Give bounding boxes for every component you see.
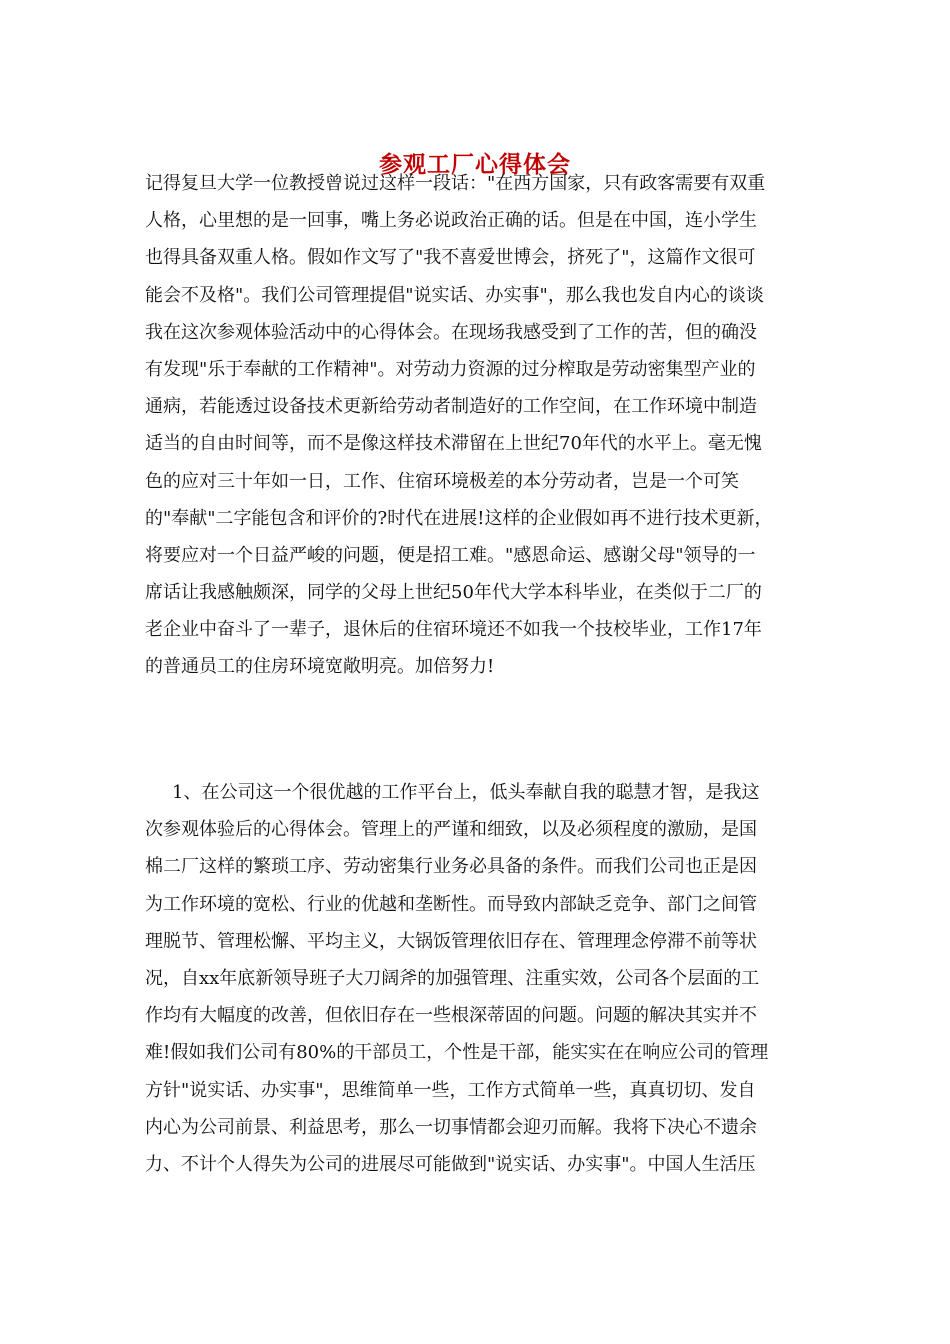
text-line: 记得复旦大学一位教授曾说过这样一段话："在西方国家，只有政客需要有双重 xyxy=(145,173,766,194)
paragraph-2 xyxy=(145,774,805,1183)
text-line: 将要应对一个日益严峻的问题，便是招工难。"感恩命运、感谢父母"领导的一 xyxy=(145,544,756,566)
text-line: 1、在公司这一个很优越的工作平台上，低头奉献自我的聪慧才智，是我这 xyxy=(172,782,760,803)
text-line: 通病，若能透过设备技术更新给劳动者制造好的工作空间，在工作环境中制造 xyxy=(145,396,757,418)
text-line: 作均有大幅度的改善，但依旧存在一些根深蒂固的问题。问题的解决其实并不 xyxy=(145,1005,757,1027)
text-line: 也得具备双重人格。假如作文写了"我不喜爱世博会，挤死了"，这篇作文很可 xyxy=(145,247,756,269)
text-line: 力、不计个人得失为公司的进展尽可能做到"说实话、办实事"。中国人生活压 xyxy=(145,1153,756,1175)
text-line: 次参观体验后的心得体会。管理上的严谨和细致，以及必须程度的激励，是国 xyxy=(145,819,757,841)
text-line: 席话让我感触颇深，同学的父母上世纪50年代大学本科毕业，在类似于二厂的 xyxy=(145,582,762,604)
text-line: 有发现"乐于奉献的工作精神"。对劳动力资源的过分榨取是劳动密集型产业的 xyxy=(145,358,756,380)
text-line: 棉二厂这样的繁琐工序、劳动密集行业务必具备的条件。而我们公司也正是因 xyxy=(145,856,757,878)
paragraph-1 xyxy=(145,165,805,686)
document-title: 参观工厂心得体会 xyxy=(379,151,571,178)
text-line: 适当的自由时间等，而不是像这样技术滞留在上世纪70年代的水平上。毫无愧 xyxy=(145,433,762,455)
text-line: 理脱节、管理松懈、平均主义，大锅饭管理依旧存在、管理理念停滞不前等状 xyxy=(145,930,757,952)
text-line: 人格，心里想的是一回事，嘴上务必说政治正确的话。但是在中国，连小学生 xyxy=(145,210,757,232)
text-line: 况，自xx年底新领导班子大刀阔斧的加强管理、注重实效，公司各个层面的工 xyxy=(145,967,760,989)
text-line: 内心为公司前景、利益思考，那么一切事情都会迎刃而解。我将下决心不遗余 xyxy=(145,1116,757,1138)
text-line: 的普通员工的住房环境宽敞明亮。加倍努力! xyxy=(145,656,495,678)
text-line: 方针"说实话、办实事"，思维简单一些，工作方式简单一些，真真切切、发自 xyxy=(145,1079,756,1101)
text-line: 老企业中奋斗了一辈子，退休后的住宿环境还不如我一个技校毕业，工作17年 xyxy=(145,619,762,641)
text-line: 我在这次参观体验活动中的心得体会。在现场我感受到了工作的苦，但的确没 xyxy=(145,321,757,343)
text-line: 难!假如我们公司有80%的干部员工，个性是干部，能实实在在响应公司的管理 xyxy=(145,1042,769,1064)
text-line: 色的应对三十年如一日，工作、住宿环境极差的本分劳动者，岂是一个可笑 xyxy=(145,470,739,492)
text-line: 为工作环境的宽松、行业的优越和垄断性。而导致内部缺乏竞争、部门之间管 xyxy=(145,893,757,915)
text-line: 能会不及格"。我们公司管理提倡"说实话、办实事"，那么我也发自内心的谈谈 xyxy=(145,284,764,306)
text-line: 的"奉献"二字能包含和评价的?时代在进展!这样的企业假如再不进行技术更新， xyxy=(145,507,773,529)
